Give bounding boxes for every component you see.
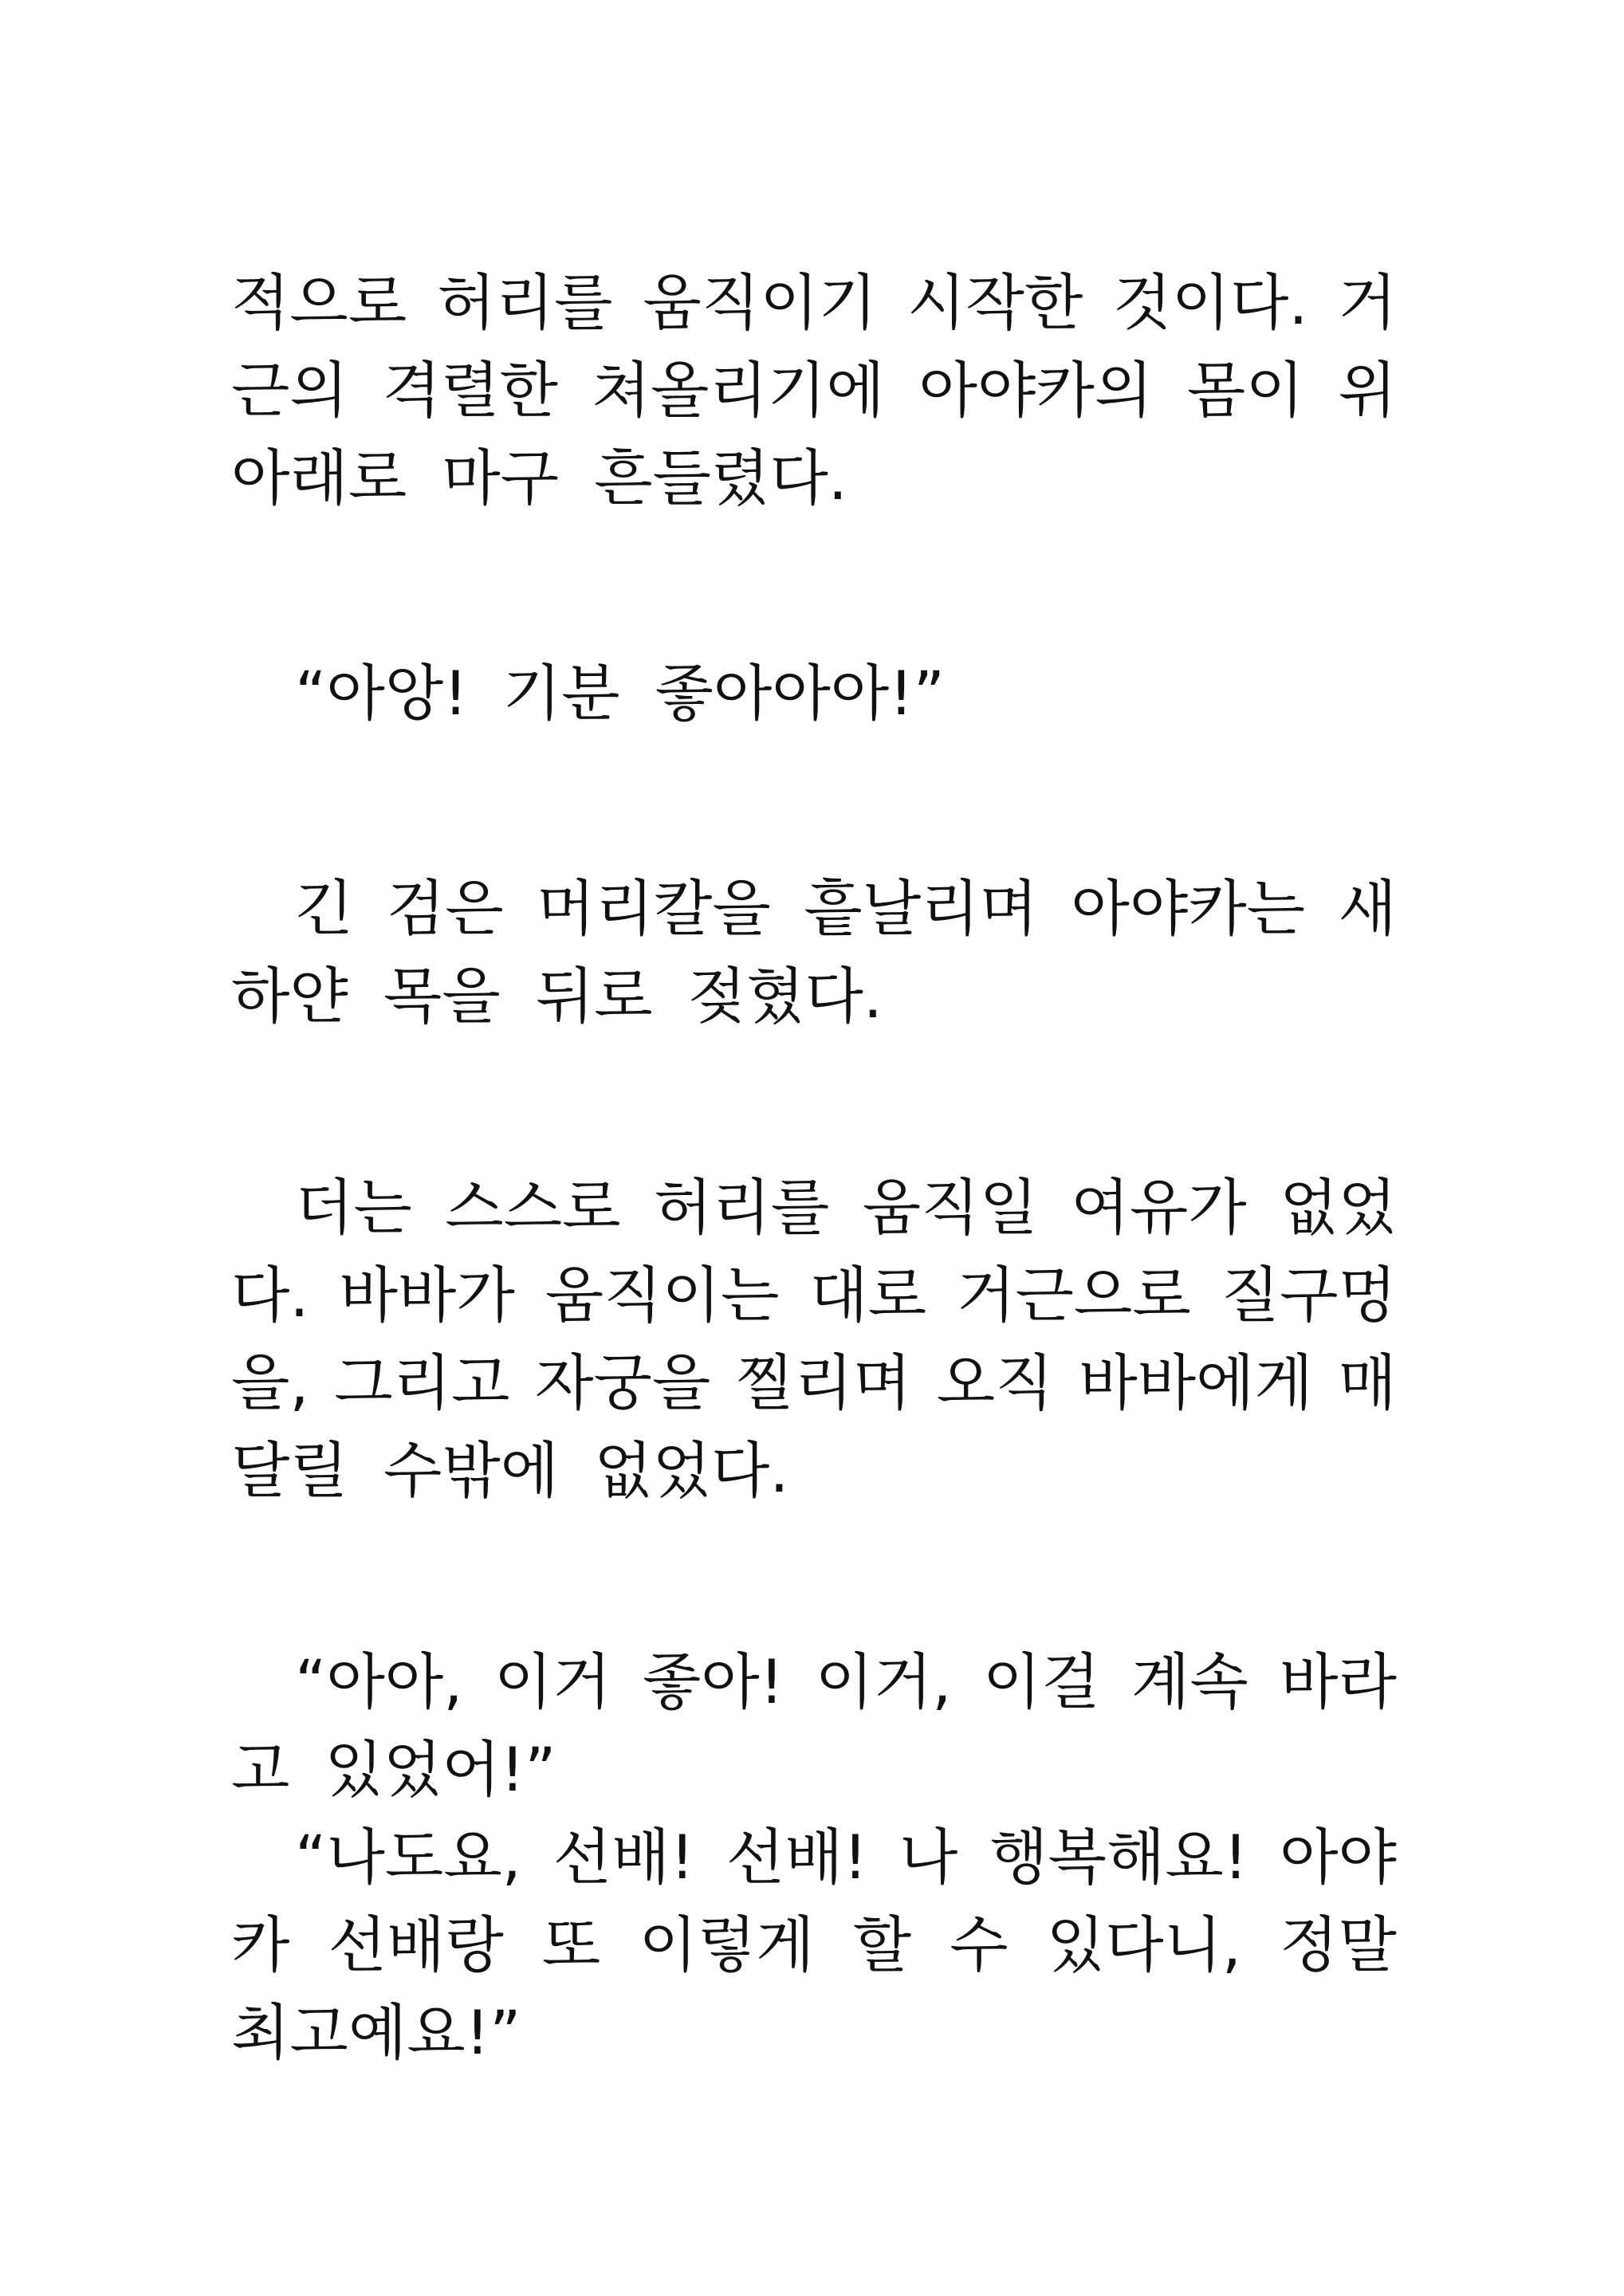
word: 흔들렸다. [594,442,847,513]
word: 더는 [295,1172,412,1243]
word: 이거 [493,1646,611,1717]
word: 마구 [442,442,560,513]
word: 없었다. [594,1435,789,1506]
text-line [231,431,1397,526]
text-line [231,1248,1397,1343]
dialogue-line [231,1897,1397,1993]
word: 질구멍 [1221,1260,1397,1331]
word: 하얀 [231,961,348,1032]
word: “나도요, [295,1822,521,1893]
word: 이렇게 [639,1909,815,1980]
word: 있다니, [1046,1909,1242,1980]
dialogue-line [231,1722,1397,1818]
word: 것이다. [1113,267,1308,338]
word: 쳐올리기에 [592,355,885,426]
word: 움직이기 [643,267,878,338]
word: 위 [1338,355,1397,426]
word: 그리고 [334,1347,510,1418]
text-line [231,1335,1397,1431]
word: 이거, [815,1646,952,1717]
word: 달릴 [231,1435,348,1506]
word: 허리를 [437,267,613,338]
word: 움직이는 [545,1260,780,1331]
text-line [231,1423,1397,1519]
word: 대로 [809,1260,927,1331]
word: 매 [1338,1347,1397,1418]
word: 다. [231,1260,309,1331]
word: 아야카의 [918,355,1154,426]
dialogue-line [295,646,1397,741]
word: 정말 [1280,1909,1397,1980]
word: 거근으로 [957,1260,1191,1331]
word: 행복해요! [989,1822,1248,1893]
word: 새 [1338,873,1397,944]
word: 있었어!” [324,1734,556,1805]
text-line [231,949,1397,1044]
word: 바바에게 [1079,1347,1313,1418]
word: 시작한 [906,267,1083,338]
word: 허리를 [654,1172,830,1243]
word: 긴 [295,873,354,944]
word: 여유가 [1071,1172,1247,1243]
word: 이걸 [982,1646,1100,1717]
text-line [295,1160,1397,1256]
word: “아앙! [295,658,468,729]
word: 아야 [1280,1822,1397,1893]
word: 목을 [383,961,501,1032]
word: 오직 [936,1347,1054,1418]
word: 기분 [502,658,620,729]
word: 자궁을 [535,1347,711,1418]
word: 아래로 [231,442,407,513]
word: 몸이 [1186,355,1304,426]
word: 선배랑 [328,1909,504,1980]
word: 젖혔다. [687,961,883,1032]
word: 선배! [552,1822,694,1893]
word: 카 [231,1909,290,1980]
word: 계속 [1131,1646,1248,1717]
word: 수 [950,1909,1009,1980]
word: 뒤로 [535,961,653,1032]
word: 근의 [231,355,348,426]
word: 수밖에 [383,1435,560,1506]
word: 거 [1338,267,1397,338]
word: 좋아아아!” [655,658,946,729]
word: 없었 [1280,1172,1397,1243]
word: 적으로 [231,267,407,338]
word: 찔리며 [735,1347,912,1418]
word: 고 [231,1734,290,1805]
word: 할 [852,1909,912,1980]
word: 바라 [1280,1646,1397,1717]
word: 나 [899,1822,958,1893]
word: 스스로 [445,1172,621,1243]
word: 최고예요!” [231,1997,521,2068]
word: 바바가 [339,1260,515,1331]
dialogue-line [231,1985,1397,2081]
word: 선배! [725,1822,868,1893]
word: 격렬한 [382,355,558,426]
word: 또 [541,1909,601,1980]
word: “아아, [295,1646,463,1717]
dialogue-line [295,1810,1397,1905]
text-line [231,343,1397,438]
word: 좋아! [642,1646,784,1717]
text-line [231,255,1397,351]
dialogue-line [295,1634,1397,1730]
word: 을, [231,1347,309,1418]
word: 머리칼을 [537,873,771,944]
word: 움직일 [862,1172,1038,1243]
word: 검은 [386,873,504,944]
text-line [295,861,1397,957]
word: 흩날리며 [804,873,1038,944]
word: 아야카는 [1071,873,1306,944]
